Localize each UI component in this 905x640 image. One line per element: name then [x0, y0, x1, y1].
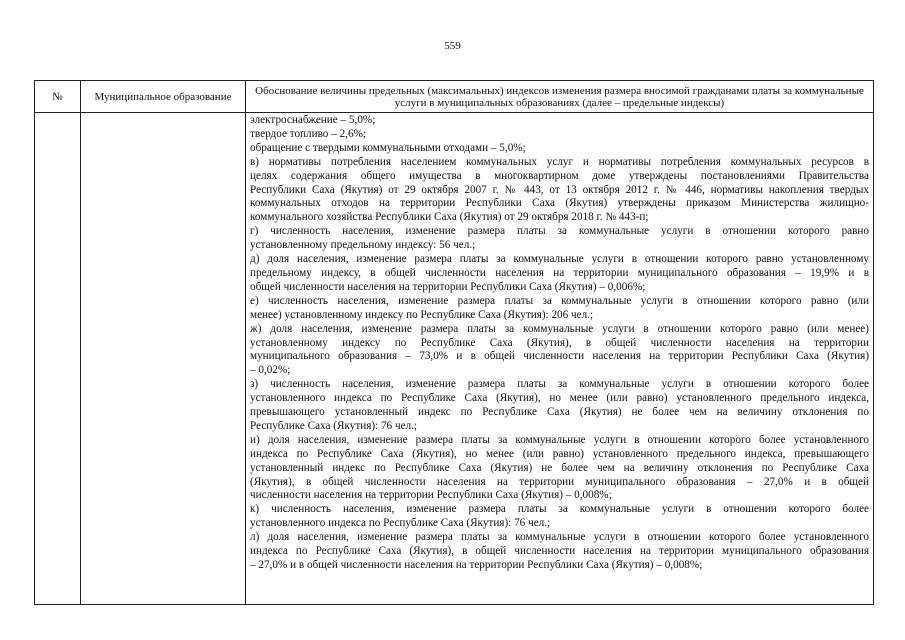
text-line: предельному индексу, в общей численности населения на территории муниципального образования – 19,9% и в	[250, 266, 869, 279]
text-line: з) численность населения, изменение размера платы за коммунальные услуги в отношении которого более	[250, 378, 869, 391]
text-line: д) доля населения, изменение размера платы за коммунальные услуги в отношении которого равно установленному	[250, 253, 869, 266]
text-line: – 27,0% и в общей численности населения на территории Республики Саха (Якутия) – 0,008%;	[250, 559, 703, 571]
table-body	[35, 113, 874, 605]
cell-number	[35, 113, 81, 605]
text-line: установленному предельному индексу: 56 чел.;	[250, 239, 476, 252]
text-line: коммунальных отходов на территории Республики Саха (Якутия) утверждены приказом Министерства жилищно-	[250, 197, 869, 210]
text-line: коммунального хозяйства Республики Саха (Якутия) от 29 октября 2018 г. № 443-п;	[250, 211, 649, 224]
text-line: к) численность населения, изменение размера платы за коммунальные услуги в отношении которого более	[250, 503, 869, 516]
text-line: ж) доля населения, изменение размера платы за коммунальные услуги в отношении которого равно (или менее)	[250, 322, 869, 335]
text-line: (Якутия), в общей численности населения на территории муниципального образования – 27,0% и в общей	[250, 475, 869, 488]
text-line: обращение с твердыми коммунальными отходами – 5,0%;	[250, 141, 526, 154]
table-header	[35, 81, 874, 113]
text-line: установленный индекс по Республике Саха (Якутия) не более чем на величину отклонения по Республике Саха	[250, 461, 869, 474]
text-line: г) численность населения, изменение размера платы за коммунальные услуги в отношении которого равно	[250, 225, 869, 238]
header-number: №	[35, 81, 81, 113]
text-line: л) доля населения, изменение размера платы за коммунальные услуги в отношении которого более установленного	[250, 531, 869, 544]
text-line: установленному индексу по Республике Саха (Якутия), в общей численности населения на территории	[250, 336, 869, 349]
text-line: Республики Саха (Якутия) от 29 октября 2007 г. № 443, от 13 октября 2012 г. № 446, нормативы накопления твердых	[250, 183, 869, 196]
text-line: Республике Саха (Якутия): 76 чел.;	[250, 419, 418, 432]
document-table	[34, 80, 874, 605]
text-line: менее) установленному индексу по Республике Саха (Якутия): 206 чел.;	[250, 308, 594, 321]
text-line: установленного индекса по Республике Саха (Якутия): 76 чел.;	[250, 517, 551, 530]
cell-justification	[246, 113, 874, 605]
text-line: – 0,02%;	[250, 364, 291, 377]
text-line: в) нормативы потребления населением коммунальных услуг и нормативы потребления коммунальных ресурсов в	[250, 155, 869, 168]
justification-text	[250, 114, 869, 573]
text-line: превышающего установленный индекс по Республике Саха (Якутия) не более чем на величину отклонения по	[250, 406, 869, 419]
text-line: твердое топливо – 2,6%;	[250, 127, 366, 140]
text-line: муниципального образования – 73,0% и в общей численности населения на территории Республики Саха (Якутия)	[250, 350, 869, 363]
text-line: индекса по Республике Саха (Якутия), в общей численности населения на территории муниципального образования	[250, 545, 869, 558]
text-line: и) доля населения, изменение размера платы за коммунальные услуги в отношении которого более установленного	[250, 433, 869, 446]
table-row	[35, 113, 874, 605]
text-line: численности населения на территории Республики Саха (Якутия) – 0,008%;	[250, 489, 612, 502]
page-number: 559	[444, 40, 461, 52]
text-line: индекса по Республике Саха (Якутия), но менее (или равно) установленного предельного индекса, превышающего	[250, 447, 869, 460]
header-row	[35, 81, 874, 113]
text-line: е) численность населения, изменение размера платы за коммунальные услуги в отношении которого равно (или	[250, 294, 869, 307]
header-justification: Обоснование величины предельных (максимальных) индексов изменения размера вносимой гражданами платы за коммунальные услуги в муниципальных образованиях (далее – предельные индексы)	[246, 81, 874, 113]
text-line: общей численности населения на территории Республики Саха (Якутия) – 0,006%;	[250, 280, 646, 293]
text-line: целях содержания общего имущества в многоквартирном доме утверждены постановлениями Правительства	[250, 169, 869, 182]
header-municipality: Муниципальное образование	[81, 81, 246, 113]
cell-municipality	[81, 113, 246, 605]
text-line: электроснабжение – 5,0%;	[250, 114, 376, 126]
text-line: установленного индекса по Республике Саха (Якутия), но менее (или равно) установленного предельного индекса,	[250, 392, 869, 405]
